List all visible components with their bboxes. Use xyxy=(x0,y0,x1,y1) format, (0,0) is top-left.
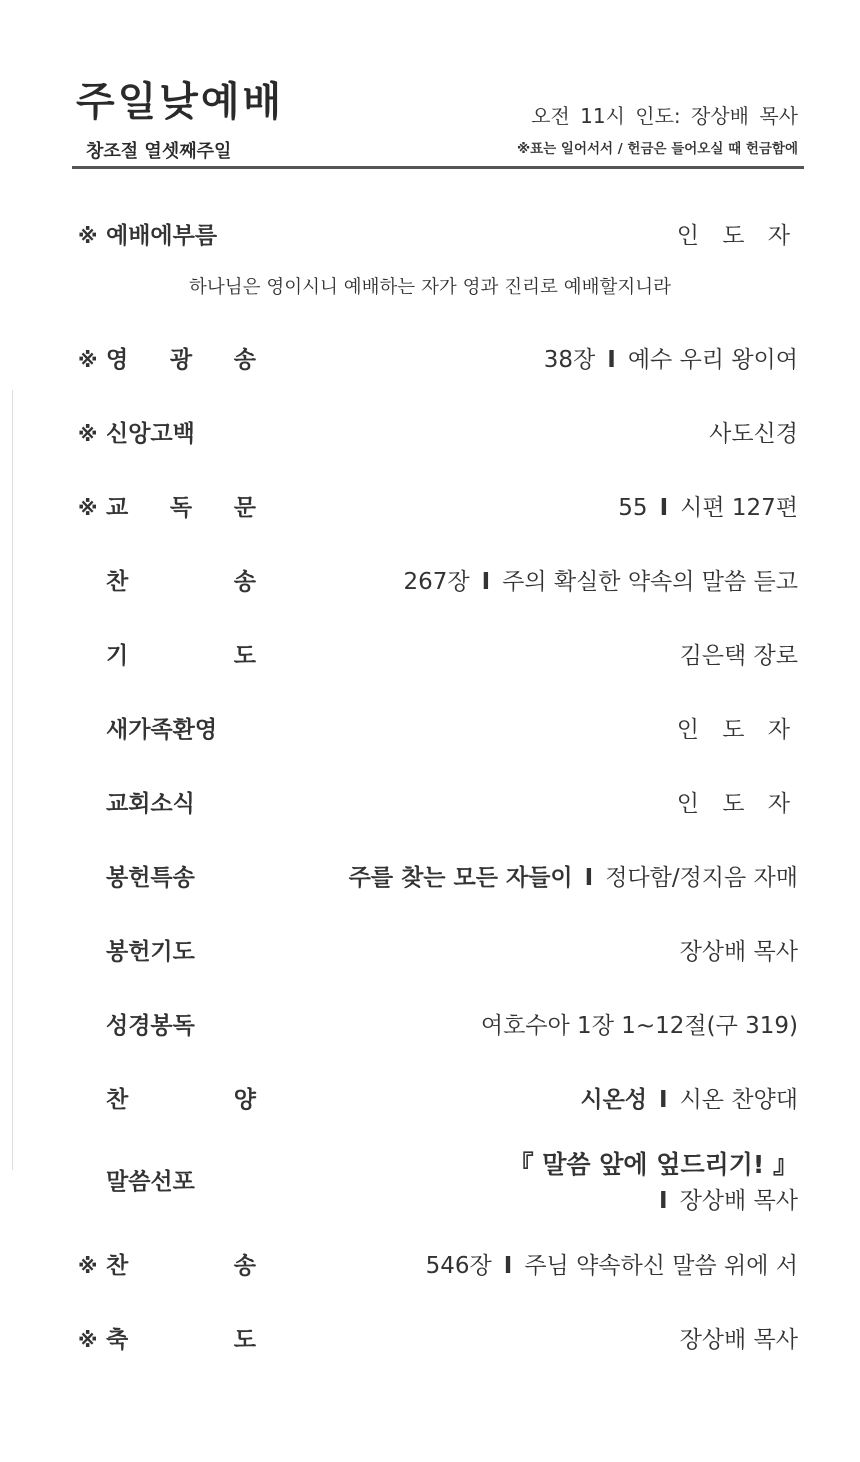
order-label: 말씀선포 xyxy=(106,1169,195,1195)
separator: I xyxy=(584,865,594,891)
order-row-call xyxy=(0,216,860,256)
order-row-offering-song xyxy=(0,858,860,898)
hymn-title: 주님 약속하신 말씀 위에 서 xyxy=(524,1253,798,1279)
stand-mark: ※ xyxy=(78,496,98,520)
performer: 정다함/정지음 자매 xyxy=(605,865,798,891)
order-row-prayer xyxy=(0,636,860,676)
separator: I xyxy=(503,1253,513,1279)
order-label: 찬 양 xyxy=(106,1087,256,1113)
separator: I xyxy=(659,495,669,521)
service-note: ※표는 일어서서 / 헌금은 들어오실 때 헌금함에 xyxy=(517,141,798,157)
sermon-preacher-line xyxy=(659,1186,798,1216)
song-title: 주를 찾는 모든 자들이 xyxy=(348,865,573,891)
order-row-welcome xyxy=(0,710,860,750)
anthem-title: 시온성 xyxy=(580,1087,648,1113)
order-row-hymn2 xyxy=(0,1246,860,1286)
service-time-leader: 오전 11시 인도: 장상배 목사 xyxy=(531,104,798,128)
sermon-title: 『 말씀 앞에 엎드리기! 』 xyxy=(508,1150,798,1179)
order-label: 찬 송 xyxy=(106,569,256,595)
order-value: 사도신경 xyxy=(709,421,798,447)
order-row-anthem xyxy=(0,1080,860,1120)
order-value: 인 도 자 xyxy=(676,223,798,249)
order-value xyxy=(618,492,798,524)
separator: I xyxy=(481,569,491,595)
separator: I xyxy=(659,1087,668,1113)
hymn-number: 38장 xyxy=(543,347,596,373)
order-value xyxy=(349,862,798,894)
order-label: 영 광 송 xyxy=(106,347,256,373)
hymn-number: 267장 xyxy=(403,569,470,595)
stand-mark: ※ xyxy=(78,1254,98,1278)
order-value xyxy=(580,1084,798,1116)
order-label: 새가족환영 xyxy=(106,717,218,743)
hymn-number: 546장 xyxy=(425,1253,492,1279)
hymn-title: 주의 확실한 약속의 말씀 듣고 xyxy=(502,569,798,595)
order-row-hymn1 xyxy=(0,562,860,602)
order-value: 여호수아 1장 1~12절(구 319) xyxy=(480,1013,798,1039)
hymn-title: 예수 우리 왕이여 xyxy=(627,347,798,373)
order-row-doxology xyxy=(0,340,860,380)
order-value xyxy=(403,566,798,598)
order-row-offering-prayer xyxy=(0,932,860,972)
stand-mark: ※ xyxy=(78,224,98,248)
page-title: 주일낮예배 xyxy=(76,79,285,125)
order-value: 장상배 목사 xyxy=(679,1327,798,1353)
reading-number: 55 xyxy=(618,495,648,521)
page-subtitle: 창조절 열셋째주일 xyxy=(86,141,232,162)
order-row-reading xyxy=(0,1006,860,1046)
order-label: 봉헌특송 xyxy=(106,865,195,891)
header-divider xyxy=(72,166,804,169)
order-row-news xyxy=(0,784,860,824)
order-label: 기 도 xyxy=(106,643,256,669)
order-value xyxy=(544,344,798,376)
order-label: 교회소식 xyxy=(106,791,195,817)
order-value: 김은택 장로 xyxy=(679,643,798,669)
order-label: 봉헌기도 xyxy=(106,939,195,965)
stand-mark: ※ xyxy=(78,348,98,372)
order-label: 찬 송 xyxy=(106,1253,256,1279)
separator: I xyxy=(659,1188,668,1214)
call-scripture: 하나님은 영이시니 예배하는 자가 영과 진리로 예배할지니라 xyxy=(188,277,672,298)
order-label: 신앙고백 xyxy=(106,421,195,447)
order-label: 축 도 xyxy=(106,1327,256,1353)
performer: 시온 찬양대 xyxy=(679,1087,798,1113)
order-value: 인 도 자 xyxy=(676,791,798,817)
order-row-creed xyxy=(0,414,860,454)
order-value: 인 도 자 xyxy=(676,717,798,743)
order-value: 장상배 목사 xyxy=(679,939,798,965)
order-row-responsive xyxy=(0,488,860,528)
order-row-benediction xyxy=(0,1320,860,1360)
stand-mark: ※ xyxy=(78,1328,98,1352)
order-label: 성경봉독 xyxy=(106,1013,195,1039)
order-label: 교 독 문 xyxy=(106,495,256,521)
reading-title: 시편 127편 xyxy=(680,495,798,521)
stand-mark: ※ xyxy=(78,422,98,446)
separator: I xyxy=(607,347,616,373)
order-label: 예배에부름 xyxy=(106,223,218,249)
preacher: 장상배 목사 xyxy=(679,1188,798,1214)
order-value xyxy=(426,1250,798,1282)
